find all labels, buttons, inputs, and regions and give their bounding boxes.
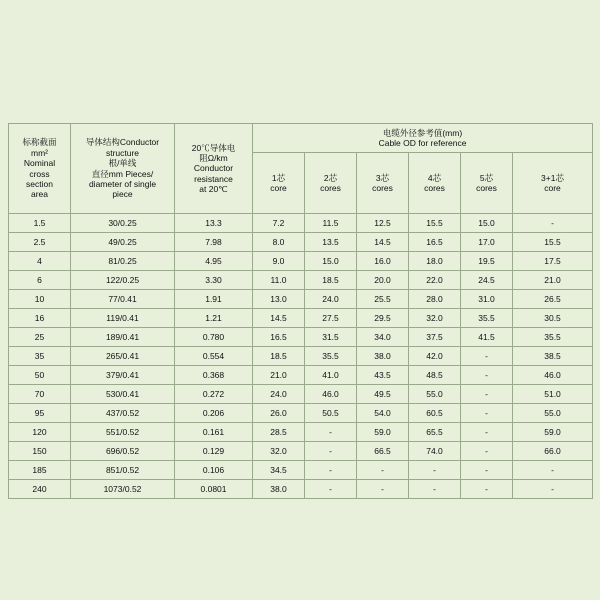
- cell-cable-od: -: [305, 461, 357, 480]
- cell-nominal-section: 10: [9, 290, 71, 309]
- header-line: core: [544, 183, 561, 193]
- cell-cable-od: 15.0: [461, 214, 513, 233]
- table-row: [9, 214, 593, 233]
- header-od-2-cores: [305, 153, 357, 214]
- cell-cable-od: -: [461, 404, 513, 423]
- cell-cable-od: 21.0: [513, 271, 593, 290]
- header-line: diameter of single: [88, 178, 157, 189]
- cell-conductor-resistance: 0.554: [175, 347, 253, 366]
- cell-cable-od: 41.0: [305, 366, 357, 385]
- header-line: core: [270, 183, 287, 193]
- cell-cable-od: 46.0: [305, 385, 357, 404]
- cell-cable-od: 28.5: [253, 423, 305, 442]
- header-line: resistance: [194, 173, 233, 184]
- cell-cable-od: 42.0: [409, 347, 461, 366]
- table-row: [9, 366, 593, 385]
- cell-cable-od: 7.2: [253, 214, 305, 233]
- cell-conductor-resistance: 0.206: [175, 404, 253, 423]
- cell-cable-od: -: [461, 347, 513, 366]
- table-header: [9, 124, 593, 214]
- cell-cable-od: -: [409, 480, 461, 499]
- cell-cable-od: 15.5: [513, 233, 593, 252]
- cell-cable-od: 41.5: [461, 328, 513, 347]
- cell-cable-od: 59.0: [513, 423, 593, 442]
- cell-conductor-structure: 265/0.41: [71, 347, 175, 366]
- header-conductor-resistance: [175, 124, 253, 214]
- cell-cable-od: -: [461, 366, 513, 385]
- cell-cable-od: 26.0: [253, 404, 305, 423]
- cell-conductor-structure: 119/0.41: [71, 309, 175, 328]
- header-cable-od-group: [253, 124, 593, 153]
- cell-nominal-section: 2.5: [9, 233, 71, 252]
- cell-conductor-resistance: 0.272: [175, 385, 253, 404]
- cell-cable-od: 16.5: [409, 233, 461, 252]
- cell-cable-od: 24.5: [461, 271, 513, 290]
- header-line: piece: [112, 189, 133, 200]
- cell-cable-od: 25.5: [357, 290, 409, 309]
- cell-conductor-resistance: 0.161: [175, 423, 253, 442]
- header-line: section: [26, 178, 53, 189]
- header-od-4-cores: [409, 153, 461, 214]
- cell-conductor-resistance: 0.0801: [175, 480, 253, 499]
- cell-cable-od: 9.0: [253, 252, 305, 271]
- table-row: [9, 442, 593, 461]
- cell-nominal-section: 70: [9, 385, 71, 404]
- cell-cable-od: 14.5: [253, 309, 305, 328]
- cell-cable-od: 54.0: [357, 404, 409, 423]
- header-line: cross: [29, 168, 50, 179]
- cell-cable-od: 46.0: [513, 366, 593, 385]
- header-line: Conductor: [193, 163, 234, 174]
- cell-conductor-resistance: 0.106: [175, 461, 253, 480]
- cell-conductor-structure: 1073/0.52: [71, 480, 175, 499]
- cell-nominal-section: 240: [9, 480, 71, 499]
- cell-cable-od: 38.0: [357, 347, 409, 366]
- cell-conductor-resistance: 0.129: [175, 442, 253, 461]
- cell-cable-od: 28.0: [409, 290, 461, 309]
- cell-cable-od: -: [357, 480, 409, 499]
- cell-conductor-resistance: 7.98: [175, 233, 253, 252]
- cell-nominal-section: 50: [9, 366, 71, 385]
- header-nominal-cross-section-area: [9, 124, 71, 214]
- cell-cable-od: -: [305, 442, 357, 461]
- cell-cable-od: 34.5: [253, 461, 305, 480]
- cell-cable-od: 18.0: [409, 252, 461, 271]
- cell-conductor-structure: 77/0.41: [71, 290, 175, 309]
- cell-nominal-section: 150: [9, 442, 71, 461]
- cell-cable-od: 38.5: [513, 347, 593, 366]
- table-row: [9, 328, 593, 347]
- cell-conductor-resistance: 1.91: [175, 290, 253, 309]
- cell-cable-od: 50.5: [305, 404, 357, 423]
- cell-cable-od: -: [461, 442, 513, 461]
- cell-cable-od: 35.5: [461, 309, 513, 328]
- cell-cable-od: 18.5: [305, 271, 357, 290]
- cell-conductor-structure: 696/0.52: [71, 442, 175, 461]
- header-line: 根/单线: [108, 158, 137, 169]
- cell-cable-od: 15.5: [409, 214, 461, 233]
- cell-cable-od: 32.0: [253, 442, 305, 461]
- cell-cable-od: -: [461, 385, 513, 404]
- cell-conductor-structure: 437/0.52: [71, 404, 175, 423]
- header-line: at 20℃: [199, 184, 228, 195]
- header-line: cores: [424, 183, 445, 193]
- cell-cable-od: 8.0: [253, 233, 305, 252]
- table-row: [9, 271, 593, 290]
- cell-cable-od: 20.0: [357, 271, 409, 290]
- header-line: 3+1芯: [541, 172, 564, 183]
- header-line: 标称截面: [22, 137, 57, 148]
- header-od-3plus1-core: [513, 153, 593, 214]
- cell-nominal-section: 1.5: [9, 214, 71, 233]
- header-line: 1芯: [271, 172, 286, 183]
- cell-cable-od: 55.0: [409, 385, 461, 404]
- cell-conductor-structure: 49/0.25: [71, 233, 175, 252]
- cell-cable-od: 19.5: [461, 252, 513, 271]
- cell-nominal-section: 35: [9, 347, 71, 366]
- cell-cable-od: 38.0: [253, 480, 305, 499]
- cell-cable-od: 13.5: [305, 233, 357, 252]
- header-line: cores: [372, 183, 393, 193]
- table-row: [9, 480, 593, 499]
- cell-conductor-resistance: 13.3: [175, 214, 253, 233]
- cell-conductor-structure: 851/0.52: [71, 461, 175, 480]
- cell-cable-od: -: [357, 461, 409, 480]
- cell-cable-od: 26.5: [513, 290, 593, 309]
- cell-nominal-section: 16: [9, 309, 71, 328]
- header-od-3-cores: [357, 153, 409, 214]
- header-line: Nominal: [23, 158, 56, 169]
- cell-conductor-structure: 379/0.41: [71, 366, 175, 385]
- cell-conductor-structure: 189/0.41: [71, 328, 175, 347]
- table-row: [9, 461, 593, 480]
- cell-cable-od: 16.5: [253, 328, 305, 347]
- cell-cable-od: 13.0: [253, 290, 305, 309]
- header-line: 5芯: [479, 172, 494, 183]
- cell-nominal-section: 120: [9, 423, 71, 442]
- cell-cable-od: 55.0: [513, 404, 593, 423]
- cell-cable-od: 66.0: [513, 442, 593, 461]
- cell-cable-od: 59.0: [357, 423, 409, 442]
- header-od-1-core: [253, 153, 305, 214]
- cell-conductor-structure: 30/0.25: [71, 214, 175, 233]
- cell-cable-od: 11.5: [305, 214, 357, 233]
- cell-cable-od: 51.0: [513, 385, 593, 404]
- table-body: [9, 214, 593, 499]
- cell-cable-od: 27.5: [305, 309, 357, 328]
- header-line: cores: [320, 183, 341, 193]
- cell-cable-od: 66.5: [357, 442, 409, 461]
- cell-conductor-resistance: 0.368: [175, 366, 253, 385]
- cell-conductor-resistance: 3.30: [175, 271, 253, 290]
- cell-cable-od: 60.5: [409, 404, 461, 423]
- cell-cable-od: 12.5: [357, 214, 409, 233]
- cell-cable-od: 74.0: [409, 442, 461, 461]
- header-line: 导体结构Conductor: [85, 137, 160, 148]
- header-line: 阻Ω/km: [199, 152, 228, 163]
- cell-cable-od: 14.5: [357, 233, 409, 252]
- table-row: [9, 423, 593, 442]
- cell-cable-od: 34.0: [357, 328, 409, 347]
- cell-cable-od: -: [305, 423, 357, 442]
- cell-cable-od: 49.5: [357, 385, 409, 404]
- cell-conductor-resistance: 1.21: [175, 309, 253, 328]
- header-line: Cable OD for reference: [378, 138, 467, 148]
- header-line: 直径mm Pieces/: [91, 168, 154, 179]
- cell-cable-od: 35.5: [513, 328, 593, 347]
- header-line: mm²: [31, 147, 48, 158]
- cell-nominal-section: 185: [9, 461, 71, 480]
- header-line: 电缆外径参考值(mm): [382, 127, 463, 138]
- table-row: [9, 385, 593, 404]
- cell-cable-od: 35.5: [305, 347, 357, 366]
- cell-cable-od: 37.5: [409, 328, 461, 347]
- header-line: structure: [105, 147, 140, 158]
- cell-cable-od: -: [461, 480, 513, 499]
- cell-nominal-section: 25: [9, 328, 71, 347]
- cell-cable-od: -: [461, 423, 513, 442]
- cell-cable-od: 17.0: [461, 233, 513, 252]
- cell-cable-od: 43.5: [357, 366, 409, 385]
- cell-nominal-section: 95: [9, 404, 71, 423]
- cell-cable-od: 48.5: [409, 366, 461, 385]
- header-line: cores: [476, 183, 497, 193]
- cell-cable-od: 30.5: [513, 309, 593, 328]
- table-row: [9, 347, 593, 366]
- cell-cable-od: -: [513, 214, 593, 233]
- table-row: [9, 404, 593, 423]
- header-line: 4芯: [427, 172, 442, 183]
- cell-cable-od: 65.5: [409, 423, 461, 442]
- cell-conductor-structure: 530/0.41: [71, 385, 175, 404]
- cell-conductor-resistance: 4.95: [175, 252, 253, 271]
- table-row: [9, 252, 593, 271]
- cell-cable-od: 31.5: [305, 328, 357, 347]
- cable-spec-table: [8, 123, 593, 499]
- cell-cable-od: -: [305, 480, 357, 499]
- cell-cable-od: 31.0: [461, 290, 513, 309]
- cell-nominal-section: 6: [9, 271, 71, 290]
- cell-cable-od: 24.0: [305, 290, 357, 309]
- cable-spec-table-container: [8, 123, 592, 499]
- cell-cable-od: 29.5: [357, 309, 409, 328]
- cell-cable-od: 24.0: [253, 385, 305, 404]
- cell-cable-od: 16.0: [357, 252, 409, 271]
- cell-cable-od: 32.0: [409, 309, 461, 328]
- header-row-top: [9, 124, 593, 153]
- cell-cable-od: 15.0: [305, 252, 357, 271]
- header-conductor-structure: [71, 124, 175, 214]
- cell-cable-od: -: [409, 461, 461, 480]
- cell-cable-od: 21.0: [253, 366, 305, 385]
- cell-conductor-structure: 81/0.25: [71, 252, 175, 271]
- header-line: area: [30, 189, 48, 200]
- cell-cable-od: 22.0: [409, 271, 461, 290]
- cell-conductor-structure: 122/0.25: [71, 271, 175, 290]
- header-line: 2芯: [323, 172, 338, 183]
- cell-conductor-resistance: 0.780: [175, 328, 253, 347]
- header-line: 20℃导体电: [191, 142, 236, 153]
- header-od-5-cores: [461, 153, 513, 214]
- cell-cable-od: 18.5: [253, 347, 305, 366]
- cell-cable-od: -: [513, 480, 593, 499]
- cell-cable-od: 17.5: [513, 252, 593, 271]
- cell-cable-od: -: [513, 461, 593, 480]
- table-row: [9, 309, 593, 328]
- table-row: [9, 233, 593, 252]
- cell-cable-od: 11.0: [253, 271, 305, 290]
- cell-cable-od: -: [461, 461, 513, 480]
- cell-conductor-structure: 551/0.52: [71, 423, 175, 442]
- table-row: [9, 290, 593, 309]
- cell-nominal-section: 4: [9, 252, 71, 271]
- header-line: 3芯: [375, 172, 390, 183]
